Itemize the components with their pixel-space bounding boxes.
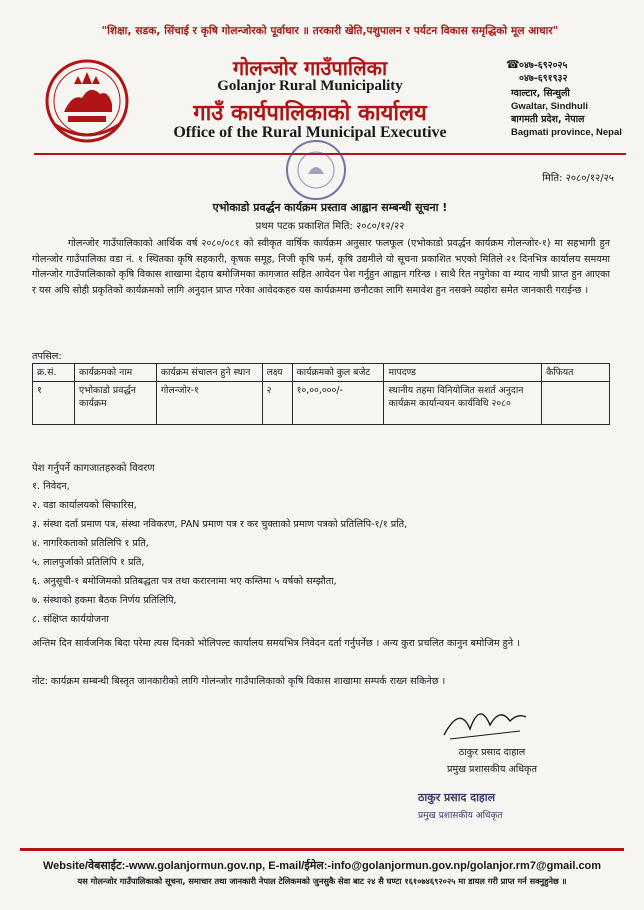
municipality-name-nepali: गोलन्जोर गाउँपालिका <box>232 56 388 80</box>
document-item: २. वडा कार्यालयको सिफारिस, <box>32 500 137 511</box>
phone-number: ०४७-६९१९३२ <box>519 73 568 84</box>
signer-name: ठाकुर प्रसाद दाहाल <box>458 747 526 758</box>
footer-contact: Website/वेबसाईट:-www.golanjormun.gov.np, E-mail/ईमेल:-info@golanjormun.gov.np/golanjor.rm7@gmail.com <box>42 860 602 872</box>
footer-divider <box>20 848 624 851</box>
table-cell: एभोकाडो प्रवर्द्धन कार्यक्रम <box>74 382 156 425</box>
table-cell: १०,००,०००/- <box>292 382 384 425</box>
document-item: ४. नागरिकताको प्रतिलिपि १ प्रति, <box>32 538 149 549</box>
motto: "शिक्षा, सडक, सिंचाई र कृषि गोलन्जोरको पूर्वाधार ॥ तरकारी खेति,पशुपालन र पर्यटन विकास समृद्धिको मूल आधार" <box>101 25 559 37</box>
office-name-english: Office of the Rural Municipal Executive <box>173 124 447 141</box>
table-cell: गोलन्जोर-१ <box>156 382 262 425</box>
table-cell: १ <box>33 382 75 425</box>
signature-stamp-designation: प्रमुख प्रशासकीय अधिकृत <box>418 811 503 821</box>
document-item: ७. संस्थाको हकमा बैठक निर्णय प्रतिलिपि, <box>32 595 177 606</box>
table-header-cell: लक्ष्य <box>262 364 292 382</box>
table-cell: स्थानीय तहमा विनियोजित सशर्त अनुदान कार्यक्रम कार्यान्वयन कार्यविधि २०८० <box>384 382 542 425</box>
contact-note: नोट: कार्यक्रम सम्बन्धी बिस्तृत जानकारीको लागि गोलन्जोर गाउँपालिकाको कृषि विकास शाखामा सम्पर्क राख्न सकिनेछ । <box>32 676 446 687</box>
signature-mark <box>440 695 530 745</box>
address-line: Gwaltar, Sindhuli <box>511 101 589 112</box>
notice-title: एभोकाडो प्रवर्द्धन कार्यक्रम प्रस्ताव आह्वान सम्बन्धी सूचना ! <box>212 201 448 214</box>
document-item: ६. अनुसूची-१ बमोजिमको प्रतिबद्धता पत्र तथा करारनामा भए कम्तिमा ५ वर्षको सम्झौता, <box>32 576 337 587</box>
notice-date: मिति: २०८०/१२/२५ <box>542 173 614 184</box>
table-header-cell: मापदण्ड <box>384 364 542 382</box>
document-item: १. निवेदन, <box>32 481 70 492</box>
office-seal-stamp <box>284 138 348 202</box>
document-item: ८. संक्षिप्त कार्ययोजना <box>32 614 109 625</box>
documents-title: पेश गर्नुपर्ने कागजातहरुको विवरण <box>32 463 155 474</box>
address-line: बागमती प्रदेश, नेपाल <box>511 114 585 125</box>
footer-note: यस गोलन्जोर गाउँपालिकाको सूचना, समाचार तथा जानकारी नेपाल टेलिकमको जुनसुकै सेवा बाट २४ सै घण्टा १६१०७४६९२०२५ मा डायल गरी प्राप्त गर्न सक्नुहुनेछ ॥ <box>77 876 567 886</box>
program-table <box>32 363 610 425</box>
document-item: ५. लालपुर्जाको प्रतिलिपि १ प्रति, <box>32 557 145 568</box>
signer-designation: प्रमुख प्रशासकीय अधिकृत <box>446 764 538 775</box>
phone-number: ०४७-६९२०२५ <box>519 60 568 71</box>
table-label: तपसिल: <box>32 351 62 362</box>
table-cell <box>542 382 610 425</box>
emblem-logo <box>44 54 130 148</box>
address-line: ग्वाल्टार, सिन्धुली <box>511 88 570 99</box>
table-cell: २ <box>262 382 292 425</box>
table-header-cell: क्र.सं. <box>33 364 75 382</box>
table-header-cell: कैफियत <box>542 364 610 382</box>
municipality-name-english: Golanjor Rural Municipality <box>217 78 403 94</box>
notice-body: गोलन्जोर गाउँपालिकाको आर्थिक वर्ष २०८०/०८१ को स्वीकृत वार्षिक कार्यक्रम अनुसार फलफूल (एभोकाडो प्रवर्द्धन कार्यक्रम गोलन्जोर-१) मा सहभागी हुन गोलन्जोर गाउँपालिका वडा नं. १ स्थितका कृषि सहकारी, कृषक समूह, निजी कृषि फर्म, कृषि उद्यमीले यो सूचना प्रकाशित भएको मितिले २१ दिनभित्र कार्यालय समयमा गोलन्जोर गाउँपालिकाको कृषि विकास शाखामा देहाय बमोजिमका कागजात सहित आवेदन पेश गर्नुहुन आह्वान गरिन्छ । साथै रित नपुगेका वा म्याद नाघी प्राप्त हुन आएका र यस अघि सोही प्रकृतिको कार्यक्रमको लागि अनुदान प्राप्त गरेका आवेदकहरु यस कार्यक्रममा छनौटका लागि समावेश हुन नसक्ने व्यहोरा समेत जानकारी गराईन्छ । <box>32 238 610 296</box>
table-header-cell: कार्यक्रमको नाम <box>74 364 156 382</box>
publication-date: प्रथम पटक प्रकाशित मिति: २०८०/१२/२२ <box>255 221 405 232</box>
table-header-row <box>33 364 610 382</box>
signature-stamp-name: ठाकुर प्रसाद दाहाल <box>418 791 496 804</box>
office-name-nepali: गाउँ कार्यपालिकाको कार्यालय <box>193 101 427 126</box>
address-line: Bagmati province, Nepal <box>511 127 622 138</box>
document-item: ३. संस्था दर्ता प्रमाण पत्र, संस्था नविकरण, PAN प्रमाण पत्र र कर चुक्ताको प्रमाण पत्रको प्रतिलिपि-१/१ प्रति, <box>32 519 408 530</box>
table-header-cell: कार्यक्रम संचालन हुने स्थान <box>156 364 262 382</box>
phone-icon: ☎ <box>506 58 520 71</box>
table-row <box>33 382 610 425</box>
closing-statement: अन्तिम दिन सार्वजनिक बिदा परेमा त्यस दिनको भोलिपल्ट कार्यालय समयभित्र निवेदन दर्ता गर्नुपर्नेछ । अन्य कुरा प्रचलित कानुन बमोजिम हुने । <box>32 638 520 649</box>
table-header-cell: कार्यक्रमको कुल बजेट <box>292 364 384 382</box>
